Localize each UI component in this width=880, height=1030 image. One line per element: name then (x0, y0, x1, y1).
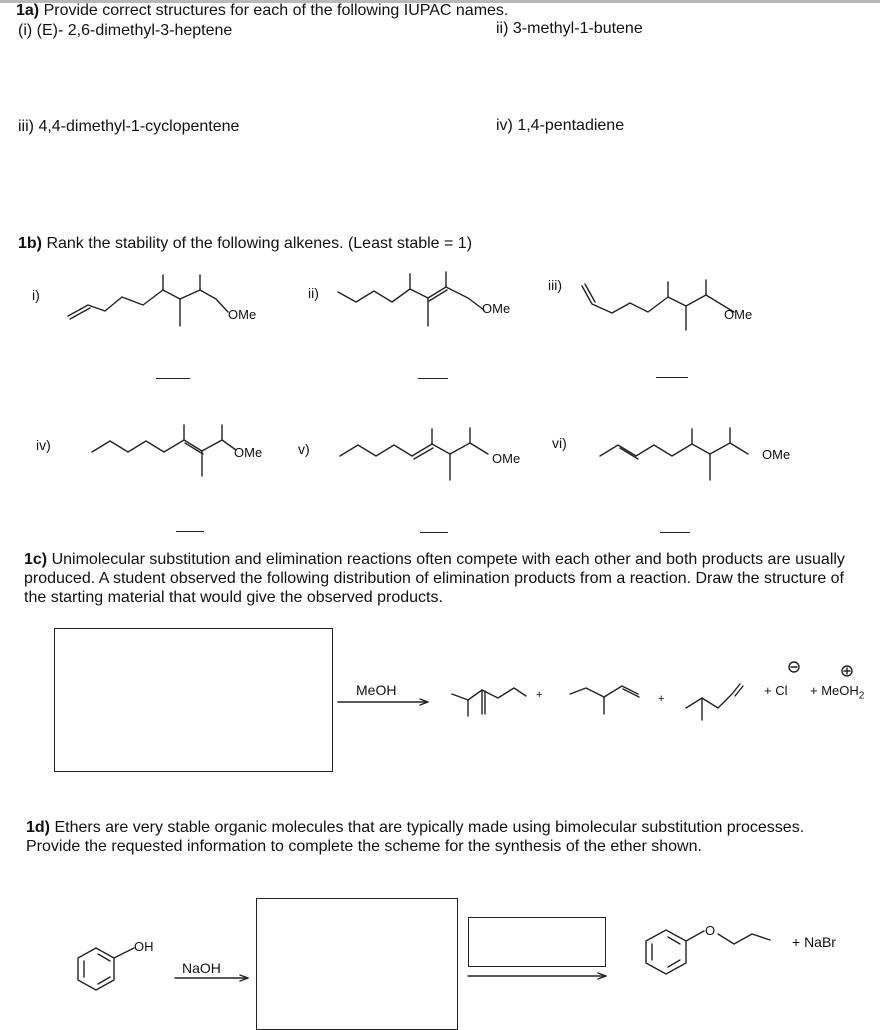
q1b-ome-iii: OMe (724, 307, 753, 322)
q1b-label-i: i) (32, 287, 40, 303)
nabr-byproduct: + NaBr (792, 934, 836, 950)
q1a-item-3: iii) 4,4-dimethyl-1-cyclopentene (18, 118, 240, 135)
q1b-ome-v: OMe (492, 451, 521, 466)
q1c-plus-2: + (658, 693, 665, 705)
q1c-reagent: MeOH (356, 682, 397, 698)
q1b-label-iv: iv) (36, 437, 51, 453)
q1c-plus-1: + (536, 689, 543, 701)
phenol-oh-label: OH (134, 939, 154, 954)
q1b-label-iii: iii) (548, 277, 562, 293)
q1a-item-2: ii) 3-methyl-1-butene (496, 20, 643, 37)
q1a-item-1: (i) (E)- 2,6-dimethyl-3-heptene (18, 22, 233, 39)
q1a-number: 1a) (16, 2, 40, 19)
q1d-reagent: NaOH (182, 960, 221, 976)
reagent-answer-box[interactable] (468, 917, 606, 967)
q1b-ome-ii: OMe (482, 301, 511, 316)
q1b-ome-vi: OMe (762, 447, 791, 462)
methanol-byproduct-subscript: 2 (858, 690, 865, 702)
q1d-text: Ethers are very stable organic molecules that are typically made using bimolecular substitution processes. Provide the requested information to complete the scheme for the synthesis of the ether shown. (26, 819, 805, 855)
q1a-item-4: iv) 1,4-pentadiene (496, 117, 625, 134)
q1b-ome-i: OMe (228, 307, 257, 322)
q1a-header-text: Provide correct structures for each of the following IUPAC names. (43, 2, 509, 19)
q1c-number: 1c) (24, 551, 48, 568)
q1b-label-v: v) (298, 441, 310, 457)
chloride-byproduct: + Cl (764, 683, 788, 698)
q1d-number: 1d) (26, 819, 50, 836)
ether-oxygen-label: O (705, 923, 716, 938)
q1b-label-vi: vi) (552, 435, 567, 451)
methanol-byproduct-prefix: + MeOH (810, 683, 859, 698)
q1b-ome-iv: OMe (234, 445, 263, 460)
q1b-header-text: Rank the stability of the following alkenes. (Least stable = 1) (46, 235, 473, 252)
q1c-text: Unimolecular substitution and elimination reactions often compete with each other and both products are usually produced. A student observed the following distribution of elimination products from a reaction. Draw the structure of the starting material that would give the observed products. (24, 551, 845, 606)
q1b-number: 1b) (18, 235, 42, 252)
q1b-label-ii: ii) (308, 285, 319, 301)
intermediate-answer-box[interactable] (256, 898, 458, 1030)
